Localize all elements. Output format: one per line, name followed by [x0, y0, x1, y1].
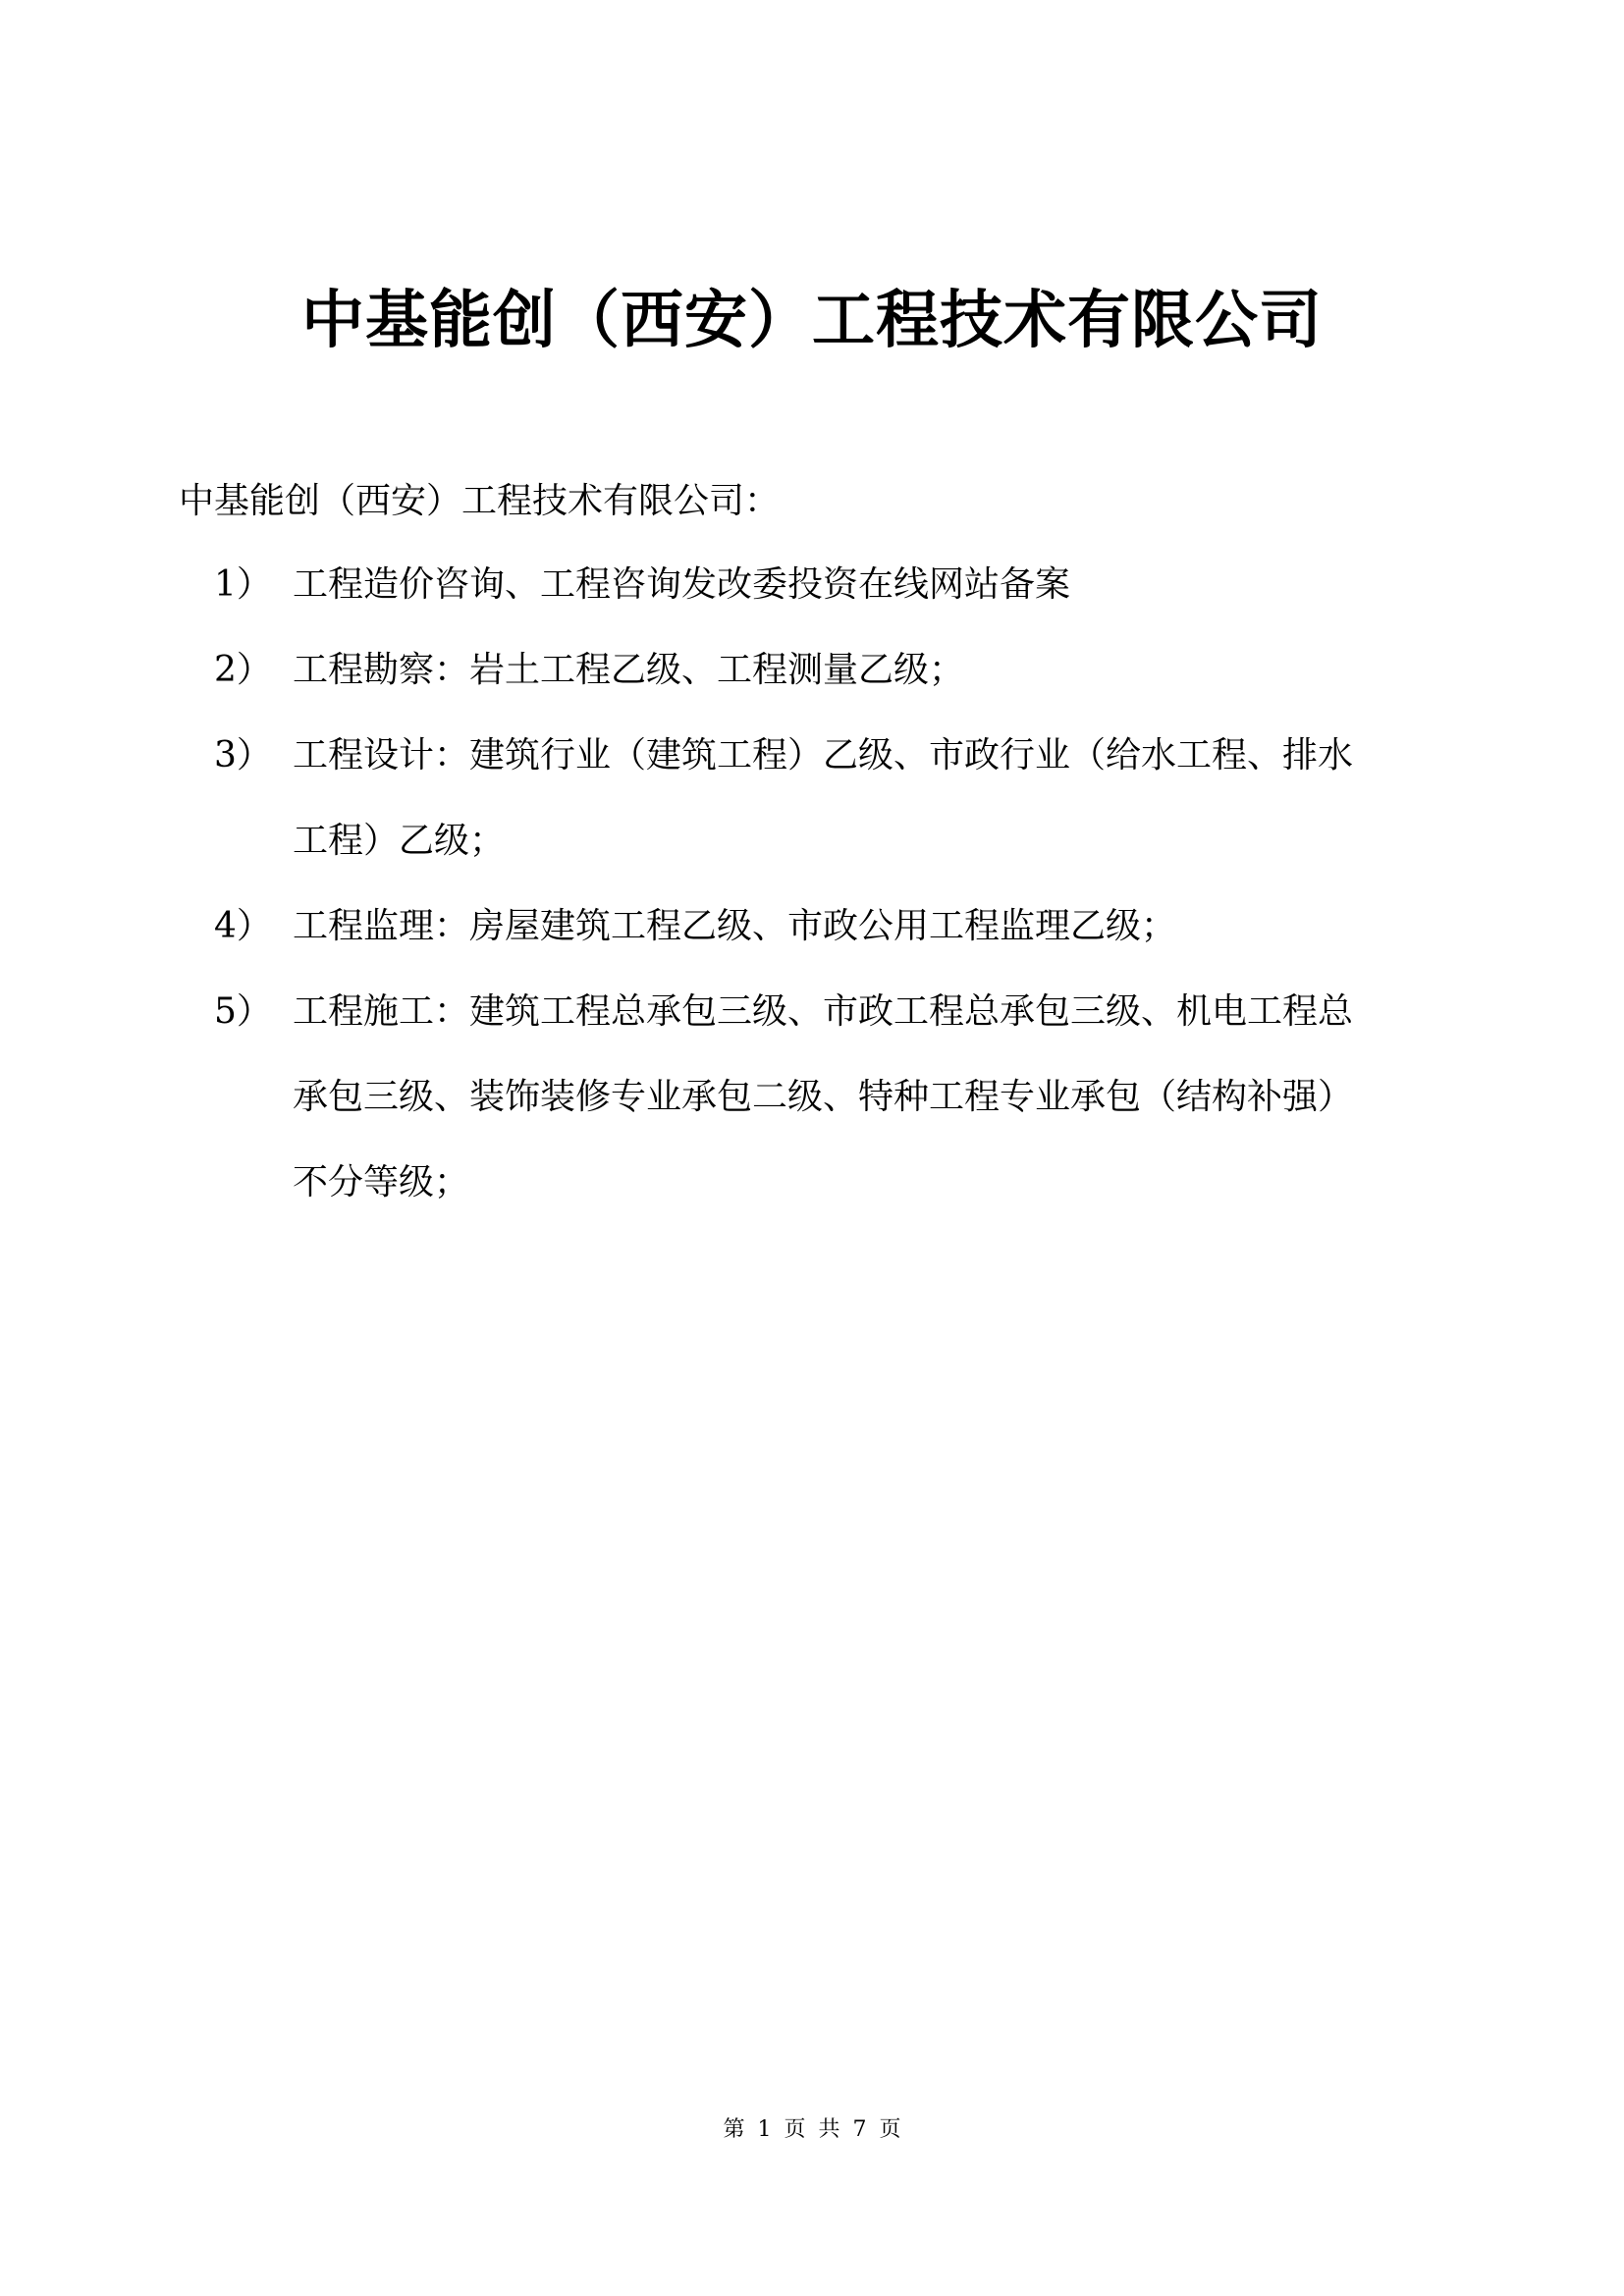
qualification-line: 工程监理：房屋建筑工程乙级、市政公用工程监理乙级；	[293, 906, 1177, 946]
qualification-number: 1）	[214, 564, 272, 605]
qualification-number: 2）	[214, 650, 272, 690]
qualification-item-2	[214, 627, 1451, 713]
qualification-line: 承包三级、装饰装修专业承包二级、特种工程专业承包（结构补强）	[293, 1077, 1354, 1117]
qualification-number: 4）	[214, 906, 272, 946]
qualification-number: 3）	[214, 735, 272, 775]
qualification-line: 工程造价咨询、工程咨询发改委投资在线网站备案	[293, 564, 1071, 605]
qualification-line: 工程施工：建筑工程总承包三级、市政工程总承包三级、机电工程总	[293, 991, 1354, 1032]
company-heading: 中基能创（西安）工程技术有限公司：	[179, 481, 781, 521]
qualification-number: 5）	[214, 991, 272, 1032]
qualification-item-3	[214, 713, 1451, 883]
qualification-item-5	[214, 969, 1451, 1225]
qualification-item-1	[214, 542, 1451, 627]
qualification-line: 工程设计：建筑行业（建筑工程）乙级、市政行业（给水工程、排水	[293, 735, 1354, 775]
page-footer: 第 1 页 共 7 页	[723, 2117, 901, 2142]
qualification-line: 不分等级；	[293, 1162, 470, 1202]
qualification-item-4	[214, 883, 1451, 969]
qualification-line: 工程勘察：岩土工程乙级、工程测量乙级；	[293, 650, 965, 690]
page-title: 中基能创（西安）工程技术有限公司	[301, 285, 1323, 357]
qualification-line: 工程）乙级；	[293, 821, 506, 861]
